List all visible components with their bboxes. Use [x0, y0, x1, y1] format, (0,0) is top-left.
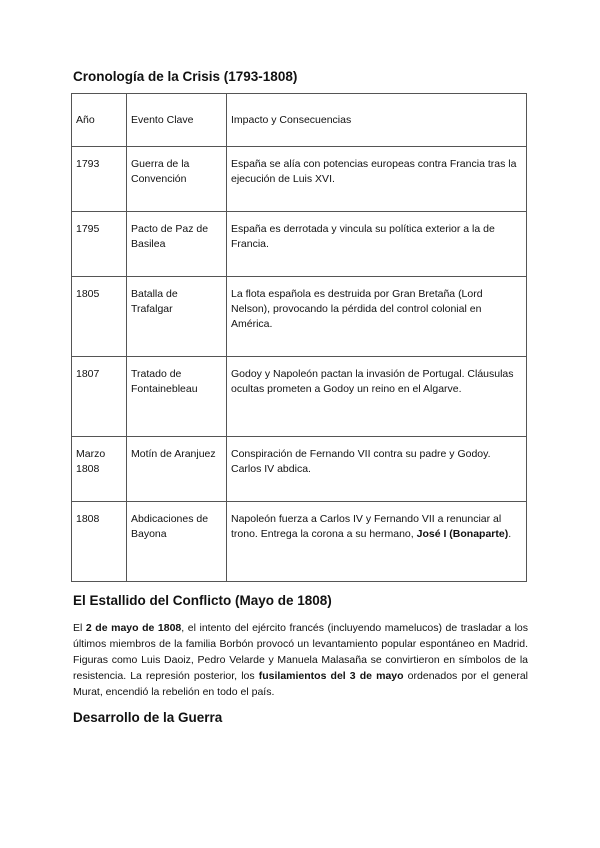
- para-text-1: El: [73, 622, 86, 634]
- cell-year: 1795: [72, 212, 127, 277]
- cell-impact: Conspiración de Fernando VII contra su padre y Godoy. Carlos IV abdica.: [227, 437, 527, 502]
- cell-impact: España es derrotada y vincula su política exterior a la de Francia.: [227, 212, 527, 277]
- cell-impact: La flota española es destruida por Gran Bretaña (Lord Nelson), provocando la pérdida del control colonial en América.: [227, 277, 527, 357]
- para-text-3: ordenados por el general Murat, encendió la rebelión en todo el país.: [73, 670, 529, 698]
- cell-year: 1805: [72, 277, 127, 357]
- cell-event: Batalla de Trafalgar: [127, 277, 227, 357]
- para-bold-date: 2 de mayo de 1808: [85, 622, 182, 634]
- table-row: [72, 277, 527, 357]
- table-header-row: [72, 94, 527, 147]
- estallido-paragraph: [73, 620, 528, 700]
- table-row: [72, 147, 527, 212]
- section-title-crisis: Cronología de la Crisis (1793-1808): [73, 69, 298, 84]
- cell-impact: [227, 502, 527, 582]
- impact-text: Napoleón fuerza a Carlos IV y Fernando VII a renunciar al trono. Entrega la corona a su hermano,: [231, 513, 502, 540]
- cell-year: Marzo 1808: [72, 437, 127, 502]
- cell-year: 1807: [72, 357, 127, 437]
- section-title-desarrollo: Desarrollo de la Guerra: [73, 710, 223, 725]
- cell-year: 1808: [72, 502, 127, 582]
- section-title-estallido: El Estallido del Conflicto (Mayo de 1808): [73, 593, 332, 608]
- cell-event: Pacto de Paz de Basilea: [127, 212, 227, 277]
- table-row: [72, 212, 527, 277]
- header-event: Evento Clave: [127, 94, 227, 147]
- cell-year: 1793: [72, 147, 127, 212]
- cell-event: Tratado de Fontainebleau: [127, 357, 227, 437]
- para-bold-fusilamientos: fusilamientos del 3 de mayo: [258, 670, 404, 682]
- cell-event: Motín de Aranjuez: [127, 437, 227, 502]
- table-row: [72, 357, 527, 437]
- cell-impact: Godoy y Napoleón pactan la invasión de Portugal. Cláusulas ocultas prometen a Godoy un reino en el Algarve.: [227, 357, 527, 437]
- para-text-2: , el intento del ejército francés (incluyendo mamelucos) de trasladar a los últimos miembros de la familia Borbón provocó un levantamiento popular espontáneo en Madrid. Figuras como Luis Daoiz, Pedro Velarde y Manuela Malasaña se convirtieron en símbolos de la resistencia. La represión posterior, los: [73, 622, 528, 682]
- table-row: [72, 437, 527, 502]
- header-impact: Impacto y Consecuencias: [227, 94, 527, 147]
- cell-event: Abdicaciones de Bayona: [127, 502, 227, 582]
- cell-event: Guerra de la Convención: [127, 147, 227, 212]
- impact-bold-text: José I (Bonaparte): [416, 528, 509, 540]
- table-row: [72, 502, 527, 582]
- chronology-table: [71, 93, 527, 582]
- header-year: Año: [72, 94, 127, 147]
- cell-impact: España se alía con potencias europeas contra Francia tras la ejecución de Luis XVI.: [227, 147, 527, 212]
- impact-text-end: .: [508, 528, 512, 540]
